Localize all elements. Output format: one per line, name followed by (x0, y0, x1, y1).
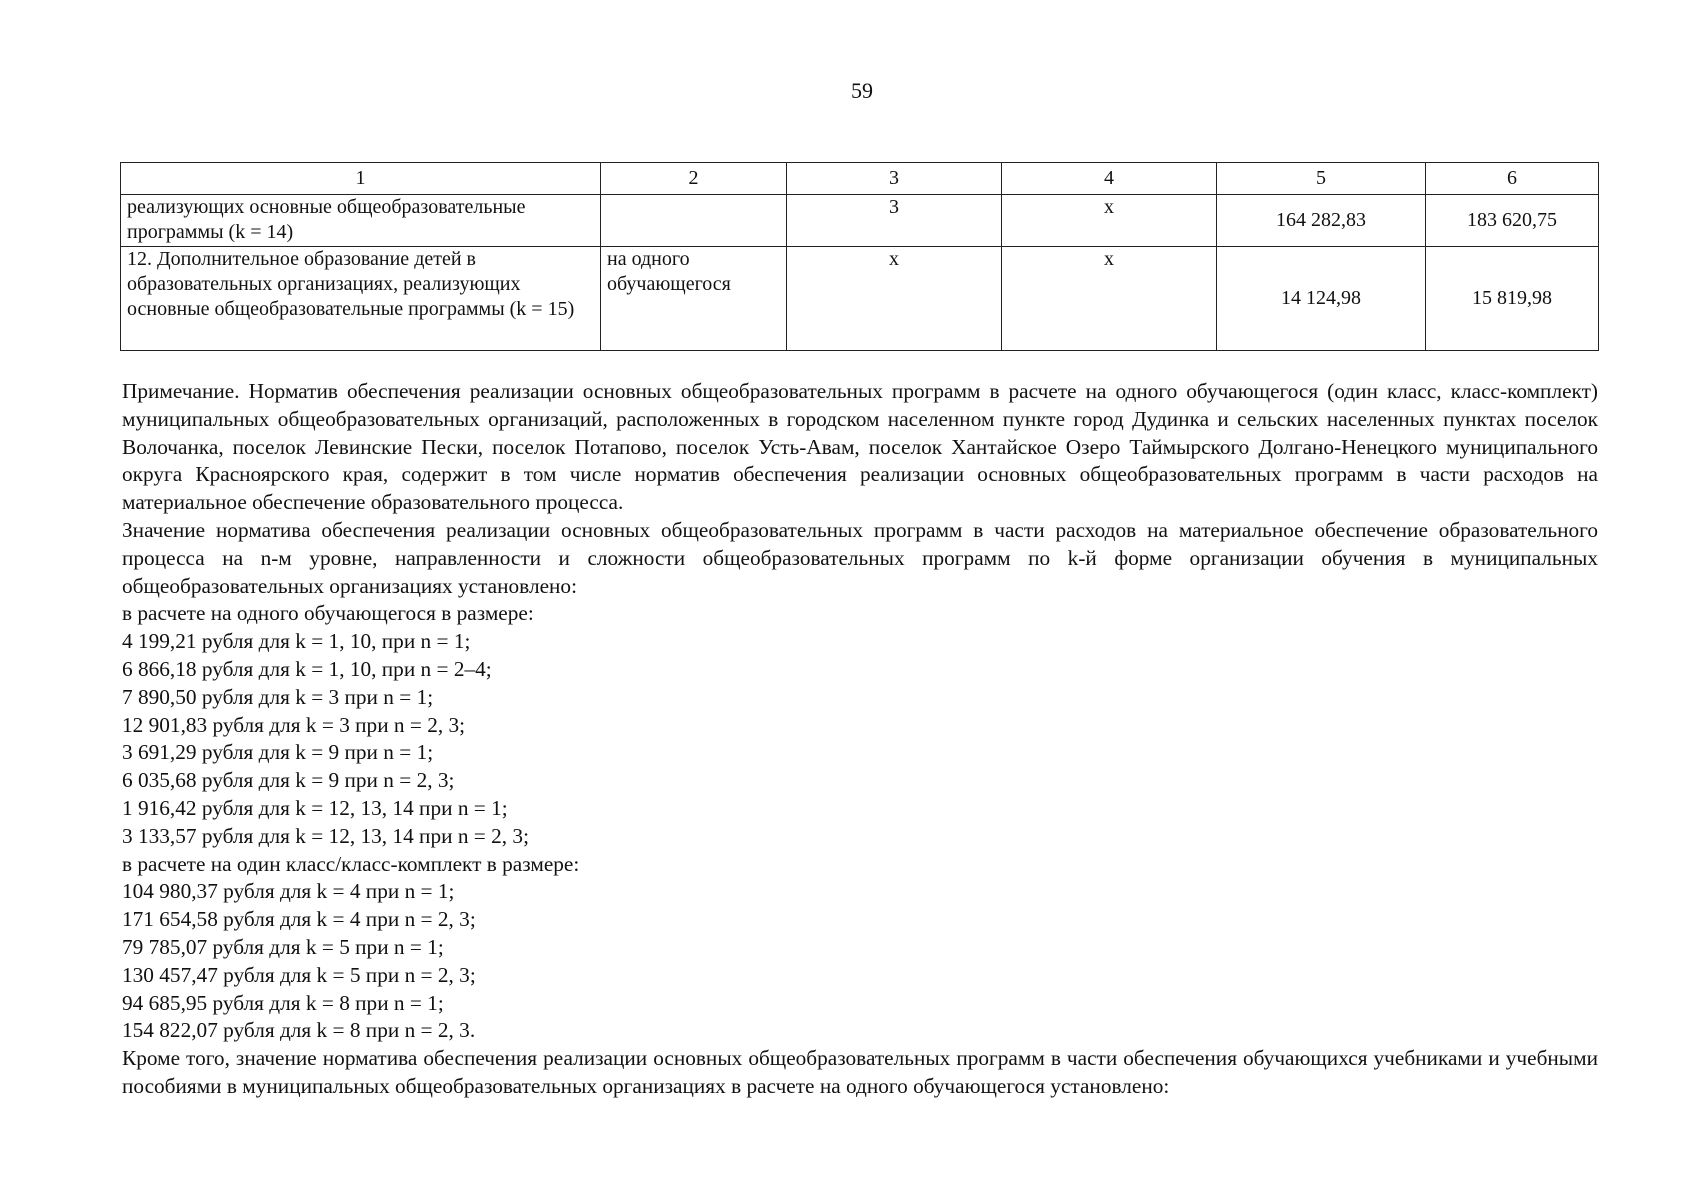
column-header: 6 (1426, 163, 1599, 195)
table-cell: х (787, 247, 1002, 351)
table-cell-unit (601, 195, 787, 247)
per-student-heading: в расчете на одного обучающегося в размере: (122, 601, 534, 626)
table-cell-description: реализующих основные общеобразовательные программы (k = 14) (121, 195, 601, 247)
table-cell: 3 (787, 195, 1002, 247)
table-cell-value: 15 819,98 (1426, 247, 1599, 351)
norm-value-line: 12 901,83 рубля для k = 3 при n = 2, 3; (122, 712, 466, 737)
page-number: 59 (851, 78, 873, 103)
norm-value-line: 79 785,07 рубля для k = 5 при n = 1; (122, 934, 444, 959)
table-header-row (121, 163, 1599, 195)
table-row (121, 195, 1599, 247)
notes-section (122, 378, 1598, 1101)
norm-value-line: 94 685,95 рубля для k = 8 при n = 1; (122, 990, 444, 1015)
norm-value-line: 154 822,07 рубля для k = 8 при n = 2, 3. (122, 1018, 476, 1043)
per-class-heading: в расчете на один класс/класс-комплект в размере: (122, 851, 580, 876)
column-header: 5 (1217, 163, 1426, 195)
table-cell-description: 12. Дополнительное образование детей в образовательных организациях, реализующих основные общеобразовательные программы (k = 15) (121, 247, 601, 351)
norm-value-paragraph: Значение норматива обеспечения реализации основных общеобразовательных программ в части расходов на материальное обеспечение образовательного процесса на n-м уровне, направленности и сложности общеобразовательных программ по k-й форме организации обучения в муниципальных общеобразовательных организациях установлено: (122, 517, 1598, 598)
norm-value-line: 4 199,21 рубля для k = 1, 10, при n = 1; (122, 629, 471, 654)
note-paragraph: Примечание. Норматив обеспечения реализации основных общеобразовательных программ в расчете на одного обучающегося (один класс, класс-комплект) муниципальных общеобразовательных организаций, расположенных в городском населенном пункте город Дудинка и сельских населенных пунктах поселок Волочанка, поселок Левинские Пески, поселок Потапово, поселок Усть-Авам, поселок Хантайское Озеро Таймырского Долгано-Ненецкого муниципального округа Красноярского края, содержит в том числе норматив обеспечения реализации основных общеобразовательных программ в части расходов на материальное обеспечение образовательного процесса. (122, 379, 1598, 515)
norm-value-line: 1 916,42 рубля для k = 12, 13, 14 при n = 1; (122, 795, 508, 820)
norm-value-line: 3 691,29 рубля для k = 9 при n = 1; (122, 740, 434, 765)
table-row (121, 247, 1599, 351)
column-header: 1 (121, 163, 601, 195)
norm-value-line: 3 133,57 рубля для k = 12, 13, 14 при n = 2, 3; (122, 823, 529, 848)
norm-value-line: 130 457,47 рубля для k = 5 при n = 2, 3; (122, 962, 476, 987)
norm-value-line: 6 866,18 рубля для k = 1, 10, при n = 2–4; (122, 656, 492, 681)
table-cell: х (1002, 247, 1217, 351)
table-cell-value: 183 620,75 (1426, 195, 1599, 247)
norm-value-line: 7 890,50 рубля для k = 3 при n = 1; (122, 684, 434, 709)
textbook-paragraph: Кроме того, значение норматива обеспечения реализации основных общеобразовательных программ в части обеспечения обучающихся учебниками и учебными пособиями в муниципальных общеобразовательных организациях в расчете на одного обучающегося установлено: (122, 1046, 1598, 1098)
standards-table (120, 162, 1599, 351)
norm-value-line: 6 035,68 рубля для k = 9 при n = 2, 3; (122, 768, 455, 793)
table-cell-unit: на одного обучающегося (601, 247, 787, 351)
column-header: 4 (1002, 163, 1217, 195)
table-cell-value: 14 124,98 (1217, 247, 1426, 351)
table-cell: х (1002, 195, 1217, 247)
norm-value-line: 104 980,37 рубля для k = 4 при n = 1; (122, 879, 455, 904)
norm-value-line: 171 654,58 рубля для k = 4 при n = 2, 3; (122, 907, 476, 932)
column-header: 3 (787, 163, 1002, 195)
column-header: 2 (601, 163, 787, 195)
table-cell-value: 164 282,83 (1217, 195, 1426, 247)
